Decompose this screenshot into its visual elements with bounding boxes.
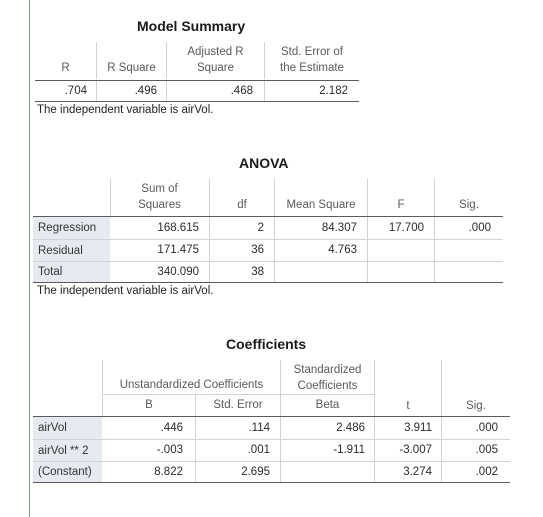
cell-std-error: .114 xyxy=(248,422,270,434)
header-line: Standardized xyxy=(293,364,362,376)
cell-f: 17.700 xyxy=(388,222,424,234)
cell-sig: .000 xyxy=(468,222,491,234)
cell-t: 3.911 xyxy=(404,422,432,434)
divider xyxy=(209,217,210,282)
col-header-b: B xyxy=(145,399,153,411)
header-line: Coefficients xyxy=(297,380,358,392)
divider xyxy=(195,417,196,483)
col-header-std-error: Std. Error xyxy=(213,399,263,411)
row-rule xyxy=(33,461,510,462)
cell-df: 2 xyxy=(257,222,264,234)
row-label-residual: Residual xyxy=(33,240,110,262)
divider xyxy=(264,81,265,101)
cell-mean-square: 4.763 xyxy=(328,244,357,256)
cell-r-square: .496 xyxy=(134,85,157,97)
cell-sum-of-squares: 340.090 xyxy=(157,266,199,278)
cell-t: 3.274 xyxy=(403,466,432,478)
cell-adjusted-r-square: .468 xyxy=(230,85,253,97)
row-label-airvol-squared: airVol ** 2 xyxy=(33,440,102,462)
header-line: Square xyxy=(196,62,235,74)
header-line: Adjusted R xyxy=(187,46,244,58)
col-header-df: df xyxy=(237,199,247,211)
anova-footnote: The independent variable is airVol. xyxy=(37,285,214,297)
cell-beta: 2.486 xyxy=(336,422,365,434)
model-summary-footnote: The independent variable is airVol. xyxy=(37,104,214,116)
bottom-rule xyxy=(33,482,510,483)
col-header-adjusted-r-square xyxy=(167,44,264,76)
col-header-t: t xyxy=(406,400,410,412)
group-header-unstandardized: Unstandardized Coefficients xyxy=(119,379,264,391)
divider xyxy=(280,417,281,483)
output-frame-border xyxy=(29,0,30,517)
divider xyxy=(274,217,275,282)
cell-std-error: .001 xyxy=(247,444,270,456)
cell-std-error: 2.695 xyxy=(241,466,270,478)
group-rule xyxy=(281,394,374,395)
col-header-sum-of-squares xyxy=(110,181,209,213)
cell-sum-of-squares: 168.615 xyxy=(157,222,199,234)
col-header-std-error xyxy=(265,44,359,76)
row-label-airvol: airVol xyxy=(33,417,102,439)
cell-r: .704 xyxy=(64,85,87,97)
col-header-mean-square: Mean Square xyxy=(286,199,356,211)
header-line: the Estimate xyxy=(280,62,344,74)
bottom-rule xyxy=(33,282,503,283)
row-label-constant: (Constant) xyxy=(33,462,102,483)
col-header-r-square: R Square xyxy=(107,62,156,74)
divider xyxy=(441,417,442,483)
row-rule xyxy=(33,439,510,440)
group-rule xyxy=(103,394,280,395)
cell-std-error: 2.182 xyxy=(319,85,348,97)
divider xyxy=(434,217,435,282)
col-header-r: R xyxy=(61,62,70,74)
cell-df: 38 xyxy=(251,266,264,278)
divider xyxy=(374,417,375,483)
row-label-regression: Regression xyxy=(33,217,110,239)
header-line: Std. Error of xyxy=(281,46,343,58)
cell-sig: .000 xyxy=(475,422,498,434)
bottom-rule xyxy=(35,101,359,102)
model-summary-title: Model Summary xyxy=(137,18,246,34)
col-header-sig: Sig. xyxy=(466,400,486,412)
cell-sig: .002 xyxy=(475,466,498,478)
cell-t: -3.007 xyxy=(399,444,432,456)
divider xyxy=(367,217,368,282)
cell-sum-of-squares: 171.475 xyxy=(157,244,199,256)
divider xyxy=(96,81,97,101)
group-header-standardized xyxy=(281,362,374,394)
cell-beta: -1.911 xyxy=(333,444,365,456)
header-line: Sum of xyxy=(141,183,178,195)
cell-sig: .005 xyxy=(475,444,498,456)
cell-b: -.003 xyxy=(156,444,183,456)
header-rule xyxy=(35,80,359,81)
row-label-total: Total xyxy=(33,262,110,282)
header-line: Squares xyxy=(138,199,181,211)
col-header-f: F xyxy=(397,199,405,211)
cell-b: .446 xyxy=(160,422,183,434)
cell-mean-square: 84.307 xyxy=(321,222,357,234)
coefficients-title: Coefficients xyxy=(226,336,307,352)
divider xyxy=(166,81,167,101)
header-rule xyxy=(33,416,510,417)
col-header-beta: Beta xyxy=(315,399,340,411)
cell-df: 36 xyxy=(251,244,264,256)
col-header-sig: Sig. xyxy=(459,199,479,211)
anova-title: ANOVA xyxy=(239,155,289,171)
cell-b: 8.822 xyxy=(154,466,183,478)
